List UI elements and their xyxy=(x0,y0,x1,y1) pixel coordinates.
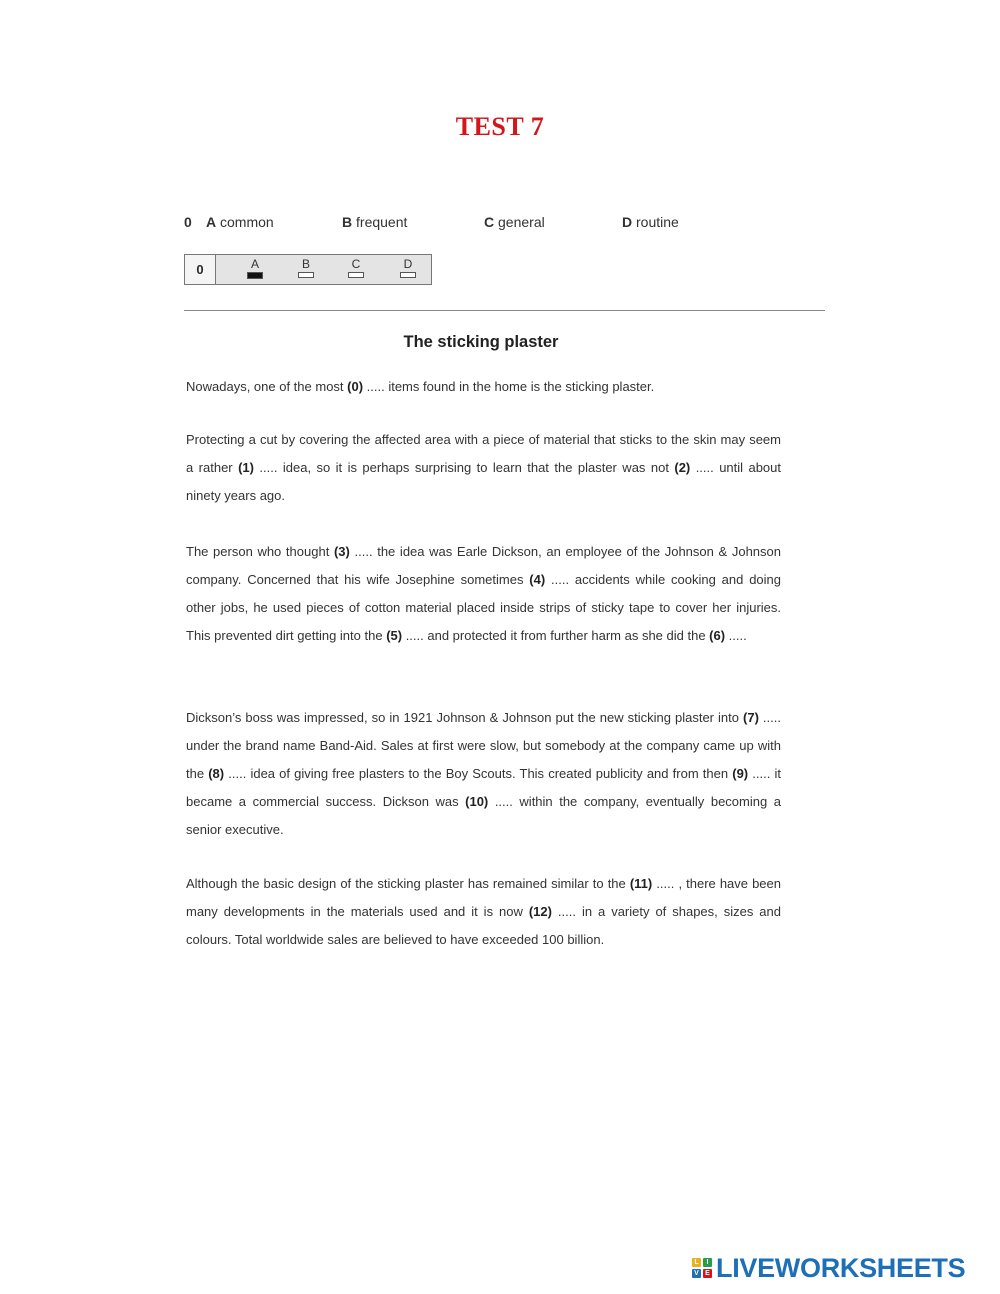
answer-mark-d xyxy=(400,272,416,278)
example-option-d: D routine xyxy=(622,214,679,230)
answer-option-d: D xyxy=(398,257,418,278)
gap-number: (3) xyxy=(333,544,350,559)
answer-option-c: C xyxy=(346,257,366,278)
liveworksheets-icon xyxy=(692,1258,712,1278)
gap-number: (8) xyxy=(208,766,225,781)
gap-number: (7) xyxy=(743,710,759,725)
text-title: The sticking plaster xyxy=(403,333,559,351)
gap-number: (11) xyxy=(629,876,653,891)
gap-number: (1) xyxy=(238,460,254,475)
gap-number: (2) xyxy=(674,460,691,475)
paragraph: Protecting a cut by covering the affected area with a piece of material that sticks to the skin may seem a rather (1) ..... idea, so it is perhaps surprising to learn that the plaster was not (2) ..... until about ninety years ago. xyxy=(186,432,782,503)
page-title: TEST 7 xyxy=(455,112,545,141)
paragraph: Nowadays, one of the most (0) ..... items found in the home is the sticking plaster. xyxy=(186,379,655,394)
divider xyxy=(184,310,825,311)
answer-mark-b xyxy=(298,272,314,278)
example-option-a: A common xyxy=(206,214,274,230)
brand-name: LIVEWORKSHEETS xyxy=(716,1252,966,1283)
gap-number: (5) xyxy=(386,628,403,643)
example-number: 0 xyxy=(184,214,192,230)
answer-number: 0 xyxy=(185,255,216,284)
answer-option-b: B xyxy=(296,257,316,278)
answer-mark-a xyxy=(247,272,263,279)
paragraph: Although the basic design of the sticking plaster has remained similar to the (11) ..... , there have been many developments in the materials used and it is now (12) ..... in a variety of shapes, sizes and colours. Total worldwide sales are believed to have exceeded 100 billion. xyxy=(186,876,781,947)
answer-sheet-example xyxy=(184,254,432,285)
logo-tile: E xyxy=(703,1269,712,1278)
logo-tile: I xyxy=(703,1258,712,1267)
paragraph: Dickson’s boss was impressed, so in 1921 Johnson & Johnson put the new sticking plaster into (7) ..... under the brand name Band-Aid. Sales at first were slow, but somebody at the company came up with the (8) ..... idea of giving free plasters to the Boy Scouts. This created publicity and from then (9) ..... it became a commercial success. Dickson was (10) ..... within the company, eventually becoming a senior executive. xyxy=(186,710,781,837)
gap-number: (10) xyxy=(465,794,489,809)
example-option-b: B frequent xyxy=(342,214,408,230)
answer-option-a: A xyxy=(245,257,265,279)
gap-number: (9) xyxy=(732,766,749,781)
logo-tile: L xyxy=(692,1258,701,1267)
gap-number: (6) xyxy=(709,628,726,643)
gap-number: (4) xyxy=(529,572,546,587)
gap-number: (0) xyxy=(347,379,364,394)
example-option-c: C general xyxy=(484,214,545,230)
liveworksheets-logo xyxy=(692,1253,965,1283)
answer-mark-c xyxy=(348,272,364,278)
paragraph: The person who thought (3) ..... the idea was Earle Dickson, an employee of the Johnson & Johnson company. Concerned that his wife Josephine sometimes (4) ..... accidents while cooking and doing other jobs, he used pieces of cotton material placed inside strips of sticky tape to cover her injuries. This prevented dirt getting into the (5) ..... and protected it from further harm as she did the (6) ..... xyxy=(186,544,782,643)
logo-tile: V xyxy=(692,1269,701,1278)
gap-number: (12) xyxy=(528,904,552,919)
